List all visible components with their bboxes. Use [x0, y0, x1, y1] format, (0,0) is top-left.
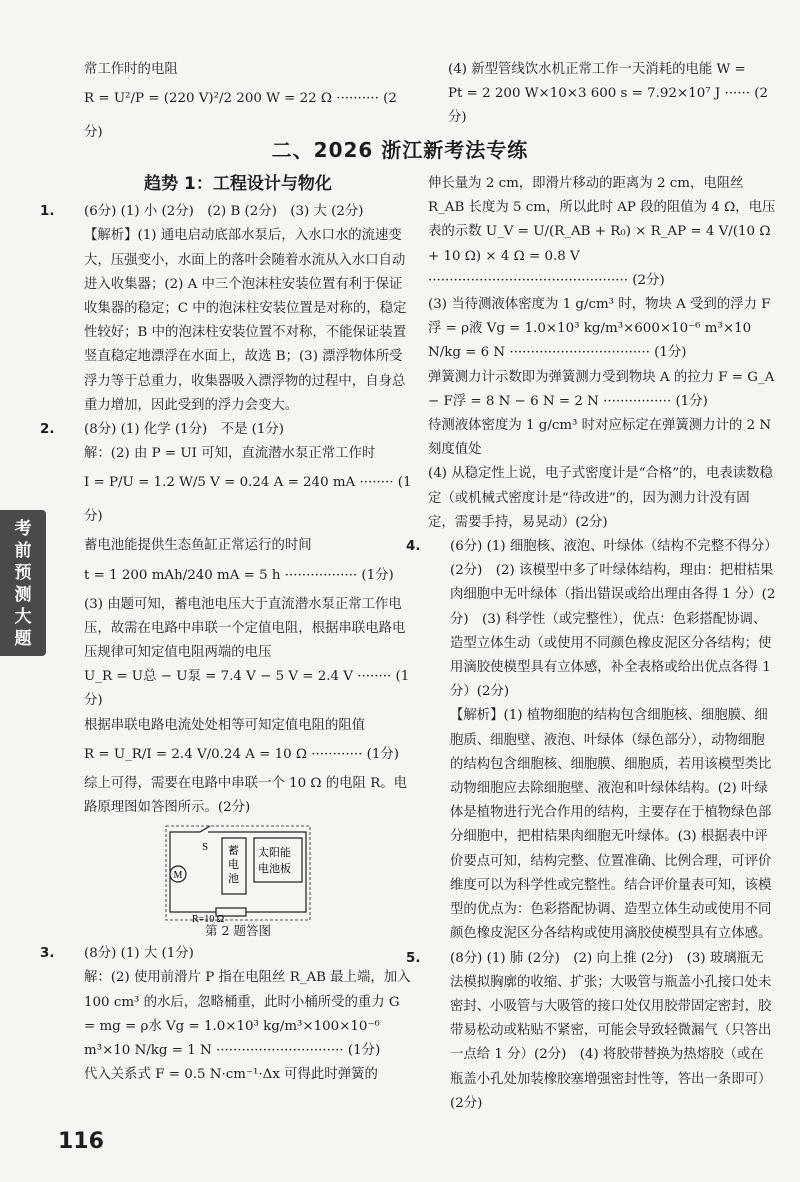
question-3: [40, 942, 414, 966]
question-number: 2.: [40, 422, 55, 438]
right-column: [406, 172, 776, 1116]
question-number: 5.: [406, 950, 421, 966]
side-tab-char: 大: [14, 607, 32, 627]
solution-text: 待测液体密度为 1 g/cm³ 时对应标定在弹簧测力计的 2 N 刻度值处: [428, 418, 772, 458]
side-tab-char: 考: [14, 519, 32, 539]
solution-text: 弹簧测力计示数即为弹簧测力受到物块 A 的拉力 F = G_A − F浮 = 8 N − 6 N = 2 N ················ (1分): [428, 369, 775, 409]
circuit-diagram: [162, 824, 314, 922]
answer-text: (8分) (1) 化学 (1分) 不是 (1分): [84, 422, 285, 438]
question-2: [40, 418, 414, 442]
equation: t = 1 200 mAh/240 mA = 5 h ················· (1分): [84, 567, 394, 583]
top-right-block: [448, 58, 778, 131]
question-5: [406, 947, 776, 1116]
left-column: [40, 172, 414, 1087]
equation: R = U²/P = (220 V)²/2 200 W = 22 Ω ·········· (2分): [84, 91, 397, 141]
text-line: 常工作时的电阻: [84, 62, 178, 77]
switch-label: S: [202, 841, 209, 854]
side-tab: [0, 510, 46, 656]
equation: R = U_R/I = 2.4 V/0.24 A = 10 Ω ············ (1分): [84, 746, 399, 762]
text-line: Pt = 2 200 W×10×3 600 s = 7.92×10⁷ J ······ (2分): [448, 86, 769, 126]
resistor-label: R=10 Ω: [192, 914, 225, 923]
battery-label: 蓄电池: [228, 845, 239, 886]
answer-text: (6分) (1) 小 (2分) (2) B (2分) (3) 大 (2分): [84, 204, 364, 220]
solution-text: 代入关系式 F = 0.5 N·cm⁻¹·Δx 可得此时弹簧的: [84, 1067, 378, 1083]
equation: I = P/U = 1.2 W/5 V = 0.24 A = 240 mA ········ (1分): [84, 475, 412, 525]
solution-text: 综上可得，需要在电路中串联一个 10 Ω 的电阻 R。电路原理图如答图所示。(2分): [84, 775, 408, 816]
motor-label: M: [173, 870, 183, 882]
solution-text: 蓄电池能提供生态鱼缸正常运行的时间: [84, 538, 312, 554]
analysis-text: 【解析】(1) 通电启动底部水泵后，入水口水的流速变大，压强变小，水面上的落叶会随着水流从入水口自动进入收集器；(2) A 中三个泡沫柱安装位置有利于保证收集器的稳定；C 中的泡沫柱安装位置是对称的，稳定性较好；B 中的泡沫柱安装位置不对称，不能保证装置竖直稳定地漂浮在水面上，故选 B；(3) 漂浮物体所受浮力等于总重力，收集器吸入漂浮物的过程中，自身总重力增加，因此受到的浮力会变大。: [84, 228, 407, 413]
answer-text: (8分) (1) 大 (1分): [84, 946, 194, 962]
answer-text: (8分) (1) 肺 (2分) (2) 向上推 (2分) (3) 玻璃瓶无法模拟胸廓的收缩、扩张；大吸管与瓶盖小孔接口处未密封、小吸管与大吸管的接口处仅用胶带固定密封，胶带易松动或粘贴不紧密，可能会导致轻微漏气（只答出一点给 1 分）(2分) (4) 将胶带替换为热熔胶（或在瓶盖小孔处加装橡胶塞增强密封性等，答出一条即可）(2分): [450, 950, 772, 1111]
answer-text: (6分) (1) 细胞核、液泡、叶绿体（结构不完整不得分）(2分) (2) 该模型中多了叶绿体结构，理由：把柑桔果肉细胞中无叶绿体（指出错误或给出理由各得 1 分）(2分) (3) 科学性（或完整性），优点：色彩搭配协调、造型立体生动（或使用不同颜色橡皮泥区分各结构；使用滴胶使模型具有立体感，补全表格或给出优点各得 1 分）(2分): [450, 539, 776, 700]
solution-text: (3) 当待测液体密度为 1 g/cm³ 时，物块 A 受到的浮力 F浮 = ρ液 Vg = 1.0×10³ kg/m³×600×10⁻⁶ m³×10 N/kg = 6 N ································· (1分): [428, 297, 771, 361]
page-number: 116: [58, 1129, 104, 1154]
side-tab-char: 预: [14, 563, 32, 583]
solution-text: 根据串联电路电流处处相等可知定值电阻的阻值: [84, 717, 366, 733]
circuit-figure: [162, 824, 314, 940]
solution-text: (3) 由题可知，蓄电池电压大于直流潜水泵正常工作电压，故需在电路中串联一个定值电阻，根据串联电路电压规律可知定值电阻两端的电压: [84, 596, 406, 661]
solar-panel-label: 太阳能电池板: [258, 847, 291, 876]
solution-text: 解：(2) 使用前滑片 P 指在电阻丝 R_AB 最上端，加入 100 cm³ 的水后，忽略桶重，此时小桶所受的重力 G = mg = ρ水 Vg = 1.0×10³ kg/m³×100×10⁻⁶ m³×10 N/kg = 1 N ······························ (1分): [84, 970, 411, 1059]
question-4: [406, 535, 776, 704]
question-number: 4.: [406, 539, 421, 555]
solar-panel-box: [254, 838, 302, 882]
text-line: (4) 新型管线饮水机正常工作一天消耗的电能 W =: [448, 62, 746, 77]
analysis-text: 【解析】(1) 植物细胞的结构包含细胞核、细胞膜、细胞质、细胞壁、液泡、叶绿体（绿色部分），动物细胞的结构包含细胞核、细胞膜、细胞质，若用该模型类比动物细胞应去除细胞壁、液泡和叶绿体结构。(2) 叶绿体是植物进行光合作用的结构，主要存在于植物绿色部分细胞中，把柑桔果肉细胞无叶绿体。(3) 根据表中评价要点可知，结构完整、位置准确、比例合理，可评价维度可以为科学性或完整性。结合评价量表可知，该模型的优点为：色彩搭配协调、造型立体生动或使用不同颜色橡皮泥区分各结构或使用滴胶使模型具有立体感。: [450, 708, 772, 942]
trend-title: 趋势 1：工程设计与物化: [144, 174, 332, 194]
question-number: 1.: [40, 204, 55, 220]
question-1: [40, 200, 414, 224]
side-tab-char: 测: [14, 585, 32, 605]
question-number: 3.: [40, 946, 55, 962]
side-tab-char: 前: [14, 541, 32, 561]
section-title: 二、2026 浙江新考法专练: [271, 138, 529, 162]
equation: U_R = U总 − U泵 = 7.4 V − 5 V = 2.4 V ········ (1分): [84, 669, 410, 709]
top-left-block: [84, 58, 414, 150]
side-tab-char: 题: [14, 629, 32, 649]
solution-text: 伸长量为 2 cm，即滑片移动的距离为 2 cm，电阻丝 R_AB 长度为 5 cm，所以此时 AP 段的阻值为 4 Ω，电压表的示数 U_V = U/(R_AB + R₀) × R_AP = 4 V/(10 Ω + 10 Ω) × 4 Ω = 0.8 V ··············································· (2分): [428, 176, 776, 288]
figure-caption: 第 2 题答图: [205, 923, 271, 939]
solution-text: (4) 从稳定性上说，电子式密度计是“合格”的，电表读数稳定（或机械式密度计是“待改进”的，因为测力计没有固定，需要手持，易晃动）(2分): [428, 466, 773, 530]
solution-text: 解：(2) 由 P = UI 可知，直流潜水泵正常工作时: [84, 446, 376, 462]
